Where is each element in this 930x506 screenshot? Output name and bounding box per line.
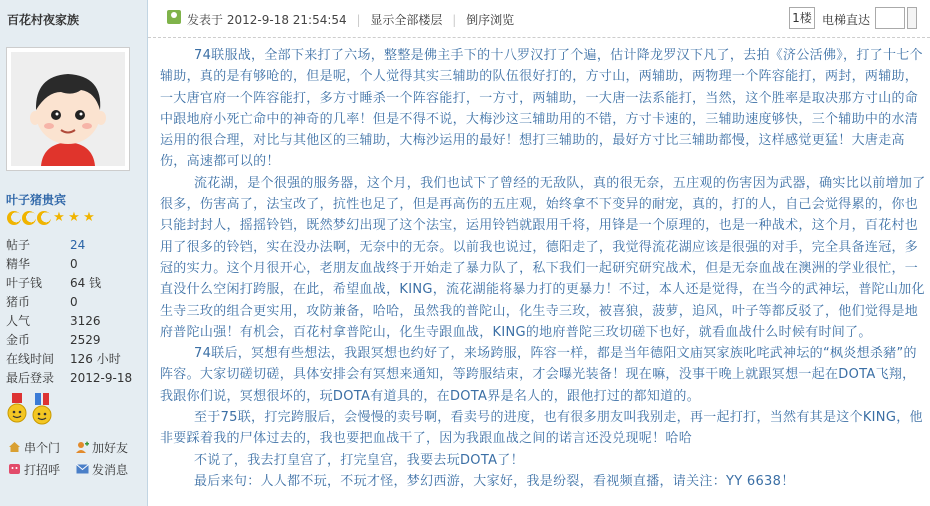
- author-username[interactable]: 百花村夜家族: [7, 13, 80, 27]
- moon-icon: [37, 211, 51, 225]
- star-icon: ★: [83, 210, 95, 225]
- rank-title[interactable]: 叶子猪贵宾: [6, 193, 67, 207]
- add-friend-icon: [76, 441, 89, 453]
- moon-icon: [22, 211, 36, 225]
- avatar[interactable]: [6, 47, 130, 171]
- medal-icon[interactable]: [6, 393, 28, 427]
- visit-button[interactable]: 串个门: [8, 439, 76, 456]
- post-time: 2012-9-18 21:54:54: [226, 13, 347, 27]
- home-icon: [8, 441, 21, 453]
- medal-icon[interactable]: [31, 393, 53, 427]
- author-actions: [8, 436, 144, 480]
- greet-icon: [8, 463, 21, 475]
- reverse-order-link[interactable]: 倒序浏览: [466, 13, 515, 27]
- stat-row: 帖子 24: [6, 237, 86, 252]
- post-paragraph: 74联后，冥想有些想法，我跟冥想也约好了，来场跨服，阵容一样，都是当年德阳文庙冥家族叱咤武神坛的“枫炎想杀豬”的阵容。大家切磋切磋，具体安排会有冥想来通知，等跨服结束，才会曝光装备！现在嘛，没事干晚上就跟冥想一起在DOTA飞翔，我跟你们说，冥想很坏的，玩DOTA有道具的，在DOTA界是名人的，跟他打过的都知道的。: [160, 346, 917, 404]
- author-stats: [6, 235, 144, 387]
- stat-row: 最后登录 2012-9-18: [6, 370, 133, 385]
- stat-row: 精华 0: [6, 256, 78, 271]
- greet-button[interactable]: 打招呼: [8, 461, 76, 478]
- post-paragraph: 最后来句：人人都不玩，不玩才怪，梦幻西游，大家好，我是纷裂，看视频直播，请关注：YY 6638！: [194, 473, 795, 489]
- star-icon: ★: [53, 210, 65, 225]
- stat-row: 在线时间 126 小时: [6, 352, 121, 366]
- stat-row: 金币 2529: [6, 332, 101, 347]
- elevator-label: 电梯直达: [822, 13, 871, 27]
- stat-row: 人气 3126: [6, 313, 101, 328]
- message-icon: [76, 463, 89, 475]
- show-all-floors-link[interactable]: 显示全部楼层: [370, 13, 443, 27]
- elevator-go-button[interactable]: [907, 7, 917, 29]
- post-paragraph: 至于75联，打完跨服后，会慢慢的卖号啊，看卖号的进度，也有很多朋友叫我别走，再一起打打，当然有其是这个KING，他非要踩着我的尸体过去的，我也要把血战干了，因为我跟血战之间的诺言还没兑现呢！哈哈: [160, 410, 923, 447]
- medals: [6, 393, 53, 427]
- stat-row: 猪币 0: [6, 294, 78, 309]
- rank-stars: [7, 211, 96, 225]
- floor-number[interactable]: 1楼: [789, 7, 815, 29]
- author-sidebar: [0, 0, 148, 506]
- post-paragraph: 不说了，我去打皇宫了，打完皇宫，我要去玩DOTA了！: [194, 452, 524, 468]
- add-friend-button[interactable]: 加好友: [76, 439, 144, 456]
- star-icon: ★: [68, 210, 80, 225]
- post-meta: 发表于 2012-9-18 21:54:54 | 显示全部楼层 | 倒序浏览: [187, 13, 515, 27]
- post-content: [160, 45, 928, 492]
- post-paragraph: 流花湖，是个很强的服务器，这个月，我们也试下了曾经的无敌队，真的很无奈，五庄观的伤害因为武器，确实比以前增加了很多，伤害高了，法宝改了，抗性也足了，但是再高伤的五庄观，始终拿不下变异的耐宠，真的，打的人，自己会觉得累的，你也只能封封人，摇摇铃铛，既然梦幻出现了这个法宝，运用铃铛就跟用千将，用锋是一个原理的，也是一种战术，这个月，百花村也用了很多的铃铛，实在没办法啊，无奈中的无奈。以前我也说过，德阳走了，我觉得流花湖应该是很强的对手，完全具备连冠，多冠的实力。这个月很开心，老朋友血战终于开始走了暴力队了，私下我们一起研究研究战术，但是无奈血战在澳洲的学业很忙，一直没什么空闲打跨服，在此，希望血战，KING，流花湖能将暴力打的更暴力！不过，本人还是觉得，在当今的武神坛，普陀山加化生寺三玫的组合更实用，攻防兼备，哈哈，虽然我的普陀山，化生寺三玫，被喜狼，菠萝，追风，叶子等都反驳了，他们觉得是地府普陀山强！有机会，百花村拿普陀山，化生寺跟血战，KING的地府普陀三玫切磋下也好，就看血战什么时候有时间了。: [160, 175, 926, 340]
- online-status-icon: [167, 10, 181, 24]
- post-paragraph: 74联服战，全部下来打了六场，整整是佛主手下的十八罗汉打了个遍，估计降龙罗汉下凡了，去拍《济公活佛》，打了十七个辅助，真的是有够呛的，但是呢，个人觉得其实三辅助的队伍很好打的，方寸山，两辅助，两物理一个阵容能打，两封，两辅助，一大唐官府一个阵容能打，多方寸睡杀一个阵容能打，一方寸，两辅助，一大唐一法系能打，当然，这个胜率是取决那方寸山的命中跟地府小死亡命中的神奇的几率！但是不得不说，大梅沙这三辅助用的不错，方寸卡速的，三辅助速度够快，三个辅助中的水清运用的很合理，对比与其他区的三辅助，大梅沙运用的最好！想打三辅助的，最好方寸比三辅助都慢，这样感觉更猛！大唐走高伤，高速都可以的！: [160, 48, 923, 170]
- elevator-input[interactable]: [875, 7, 905, 29]
- send-message-button[interactable]: 发消息: [76, 461, 144, 478]
- post-header: [148, 0, 930, 38]
- avatar-image: [11, 52, 125, 166]
- stat-row: 叶子钱 64 钱: [6, 276, 102, 290]
- moon-icon: [7, 211, 21, 225]
